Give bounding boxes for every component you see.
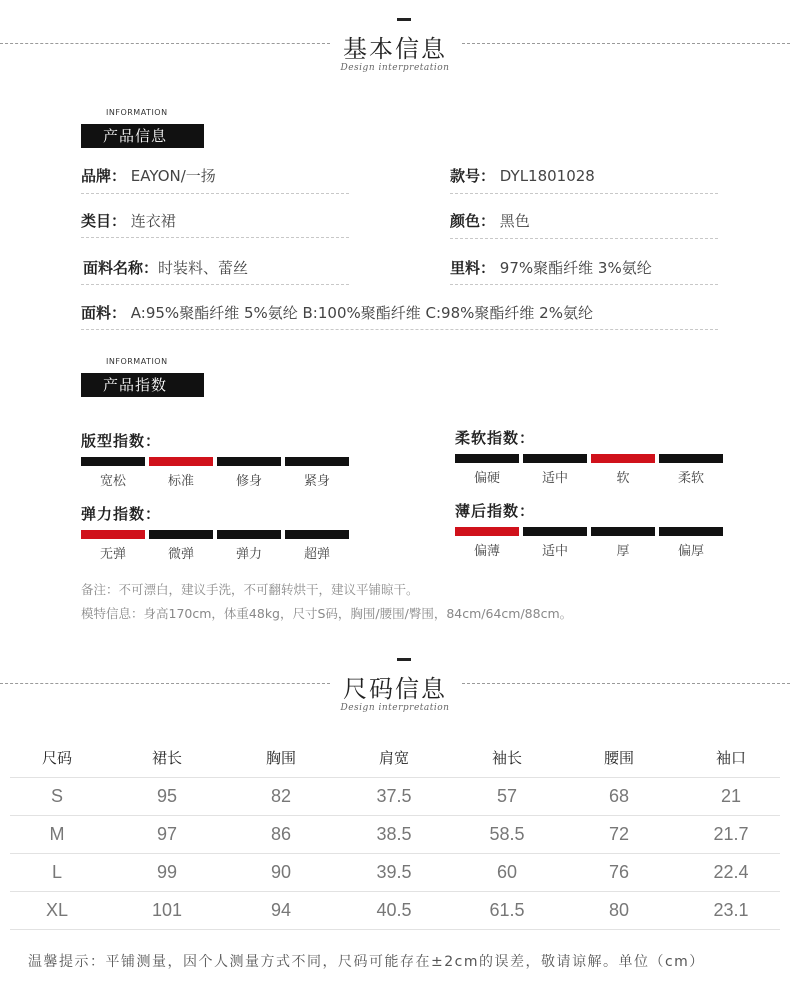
table-cell: 21.7 bbox=[713, 824, 749, 844]
field-key: 类目： bbox=[81, 212, 127, 230]
index-option-label: 适中 bbox=[541, 544, 568, 559]
field-category bbox=[81, 210, 176, 231]
index-option-label: 偏厚 bbox=[677, 544, 704, 559]
table-header-cell: 袖长 bbox=[491, 749, 522, 767]
table-cell: S bbox=[50, 786, 63, 806]
table-header-row bbox=[10, 739, 780, 777]
field-fabric bbox=[81, 302, 593, 323]
index-option-label: 厚 bbox=[616, 544, 630, 559]
field-key: 面料： bbox=[81, 304, 127, 322]
header-tick bbox=[397, 18, 411, 21]
section-subtitle: Design interpretation bbox=[340, 703, 450, 713]
table-cell: 39.5 bbox=[376, 862, 412, 882]
index-bar bbox=[591, 527, 655, 536]
table-header-cell: 裙长 bbox=[151, 749, 182, 767]
section-subtitle: Design interpretation bbox=[340, 63, 450, 73]
field-lining bbox=[450, 257, 652, 278]
field-key: 品牌： bbox=[81, 167, 127, 185]
model-info-note: 模特信息：身高170cm，体重48kg，尺寸S码，胸围/腰围/臀围，84cm/64cm/88cm。 bbox=[81, 606, 573, 621]
index-option-label: 适中 bbox=[541, 471, 568, 486]
field-value: 时装料、蕾丝 bbox=[158, 259, 249, 277]
table-cell: 21 bbox=[720, 786, 742, 806]
index-bar bbox=[217, 530, 281, 539]
table-cell: 40.5 bbox=[376, 900, 412, 920]
index-bar bbox=[523, 454, 587, 463]
index-option-label: 修身 bbox=[235, 474, 262, 489]
table-cell: 37.5 bbox=[376, 786, 412, 806]
table-cell: 95 bbox=[156, 786, 178, 806]
index-bar bbox=[217, 457, 281, 466]
section-title: 基本信息 bbox=[343, 35, 447, 63]
index-bar bbox=[659, 527, 723, 536]
measurement-tip: 温馨提示：平铺测量，因个人测量方式不同，尺码可能存在±2cm的误差，敬请谅解。单位（cm） bbox=[28, 954, 705, 970]
field-underline bbox=[450, 284, 718, 285]
information-tag: INFORMATION bbox=[106, 108, 168, 117]
index-option-label: 软 bbox=[616, 471, 630, 486]
table-row bbox=[10, 815, 780, 853]
index-bar bbox=[149, 530, 213, 539]
table-cell: 94 bbox=[270, 900, 292, 920]
field-value: A:95%聚酯纤维 5%氨纶 B:100%聚酯纤维 C:98%聚酯纤维 2%氨纶 bbox=[130, 304, 593, 322]
field-underline bbox=[81, 284, 349, 285]
table-cell: M bbox=[49, 824, 65, 844]
field-value: EAYON/一扬 bbox=[130, 167, 216, 185]
field-fabric-name bbox=[83, 257, 248, 278]
table-cell: 38.5 bbox=[376, 824, 412, 844]
section-header-size-info bbox=[0, 670, 790, 740]
field-key: 里料： bbox=[450, 259, 496, 277]
table-cell: 80 bbox=[608, 900, 630, 920]
index-title-softness: 柔软指数： bbox=[455, 429, 536, 447]
field-brand bbox=[81, 165, 216, 186]
index-bar-selected bbox=[591, 454, 655, 463]
index-bar bbox=[81, 457, 145, 466]
table-cell: 97 bbox=[156, 824, 178, 844]
section-header-basic-info bbox=[0, 30, 790, 100]
index-bar bbox=[659, 454, 723, 463]
table-row bbox=[10, 891, 780, 929]
index-option-label: 偏薄 bbox=[473, 544, 500, 559]
table-cell: 86 bbox=[270, 824, 292, 844]
table-row bbox=[10, 777, 780, 815]
table-header-cell: 尺码 bbox=[41, 749, 72, 767]
index-option-label: 柔软 bbox=[677, 471, 704, 486]
field-underline bbox=[81, 193, 349, 194]
index-title-fit: 版型指数： bbox=[81, 432, 162, 450]
field-key: 颜色： bbox=[450, 212, 496, 230]
field-key: 款号： bbox=[450, 167, 496, 185]
index-option-label: 宽松 bbox=[99, 474, 126, 489]
section-title: 尺码信息 bbox=[343, 675, 447, 703]
table-header-cell: 胸围 bbox=[265, 749, 296, 767]
index-option-label: 微弹 bbox=[167, 547, 194, 562]
table-cell: 60 bbox=[496, 862, 518, 882]
index-option-label: 弹力 bbox=[235, 547, 262, 562]
table-header-cell: 肩宽 bbox=[378, 749, 409, 767]
table-cell: XL bbox=[45, 900, 69, 920]
index-bar bbox=[455, 454, 519, 463]
index-bar-selected bbox=[81, 530, 145, 539]
field-style-no bbox=[450, 165, 595, 186]
field-value: 黑色 bbox=[499, 212, 530, 230]
index-title-thickness: 薄后指数： bbox=[455, 502, 536, 520]
index-option-label: 超弹 bbox=[303, 547, 330, 562]
index-bar-selected bbox=[455, 527, 519, 536]
field-value: 97%聚酯纤维 3%氨纶 bbox=[499, 259, 652, 277]
index-bar bbox=[285, 530, 349, 539]
index-option-label: 偏硬 bbox=[473, 471, 500, 486]
table-cell: 101 bbox=[151, 900, 183, 920]
row-divider bbox=[10, 929, 780, 930]
table-cell: 23.1 bbox=[713, 900, 749, 920]
index-option-label: 标准 bbox=[167, 474, 194, 489]
product-info-label: 产品信息 bbox=[81, 124, 204, 148]
index-option-label: 无弹 bbox=[99, 547, 126, 562]
index-bar bbox=[523, 527, 587, 536]
table-cell: 57 bbox=[496, 786, 518, 806]
field-value: 连衣裙 bbox=[130, 212, 176, 230]
index-bar bbox=[285, 457, 349, 466]
care-note: 备注：不可漂白，建议手洗，不可翻转烘干，建议平铺晾干。 bbox=[81, 582, 419, 597]
index-bar-selected bbox=[149, 457, 213, 466]
table-cell: 90 bbox=[270, 862, 292, 882]
table-cell: 82 bbox=[270, 786, 292, 806]
field-underline bbox=[81, 329, 718, 330]
field-value: DYL1801028 bbox=[499, 167, 595, 185]
table-cell: 76 bbox=[608, 862, 630, 882]
index-title-elasticity: 弹力指数： bbox=[81, 505, 162, 523]
table-cell: 58.5 bbox=[489, 824, 525, 844]
table-cell: 61.5 bbox=[489, 900, 525, 920]
field-underline bbox=[81, 237, 349, 238]
index-option-label: 紧身 bbox=[303, 474, 330, 489]
table-cell: 99 bbox=[156, 862, 178, 882]
information-tag: INFORMATION bbox=[106, 357, 168, 366]
table-header-cell: 腰围 bbox=[603, 749, 634, 767]
product-index-label: 产品指数 bbox=[81, 373, 204, 397]
table-cell: 72 bbox=[608, 824, 630, 844]
field-color bbox=[450, 210, 530, 231]
table-cell: L bbox=[51, 862, 62, 882]
table-row bbox=[10, 853, 780, 891]
header-tick bbox=[397, 658, 411, 661]
field-key: 面料名称： bbox=[83, 259, 159, 277]
table-cell: 22.4 bbox=[713, 862, 749, 882]
table-cell: 68 bbox=[608, 786, 630, 806]
table-header-cell: 袖口 bbox=[715, 749, 746, 767]
field-underline bbox=[450, 238, 718, 239]
field-underline bbox=[450, 193, 718, 194]
